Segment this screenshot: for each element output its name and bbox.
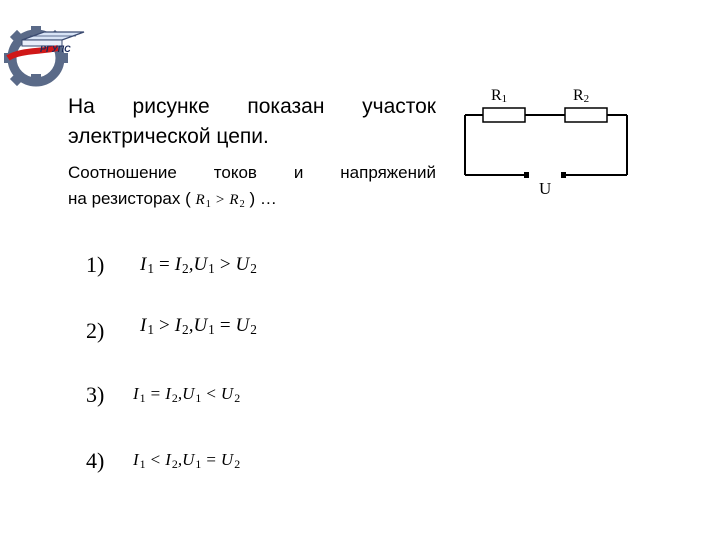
r1-label: R1 [491,87,508,105]
answer-number: 4) [86,448,105,473]
question-text [68,92,436,152]
answer-option-4[interactable] [86,448,132,474]
answer-option-1[interactable] [86,252,132,278]
logo-text: РГУПС [40,44,71,54]
resistor-r1 [483,108,525,122]
question-line-3: Соотношение токов и напряжений [68,163,436,182]
terminal-right [561,172,566,178]
answer-formula-2: $I_1 > I_2,U_1 = U_2$ [140,315,257,338]
terminal-left [524,172,529,178]
answer-option-2[interactable] [86,318,132,344]
question-line-4: на резисторах ( $R_1 > R_2$ ) … [68,189,277,210]
voltage-label: U [539,179,552,198]
answer-formula-1: $I_1 = I_2,U_1 > U_2$ [140,254,257,277]
answer-option-3[interactable] [86,382,132,408]
question-line-2: электрической цепи. [68,125,269,148]
question-line-1: На рисунке показан участок [68,95,436,118]
answer-number: 2) [86,318,105,343]
circuit-diagram [455,78,645,198]
gear-book-logo-icon [0,10,90,90]
answer-number: 3) [86,382,105,407]
answer-formula-4: $I_1 < I_2,U_1 = U_2$ [133,450,241,471]
question-subtext [68,160,436,218]
r2-label: R2 [573,87,590,105]
resistor-r2 [565,108,607,122]
answer-formula-3: $I_1 = I_2,U_1 < U_2$ [133,384,241,405]
resistor-condition: $R_1 > R_2$ [195,192,245,210]
answer-number: 1) [86,252,105,277]
